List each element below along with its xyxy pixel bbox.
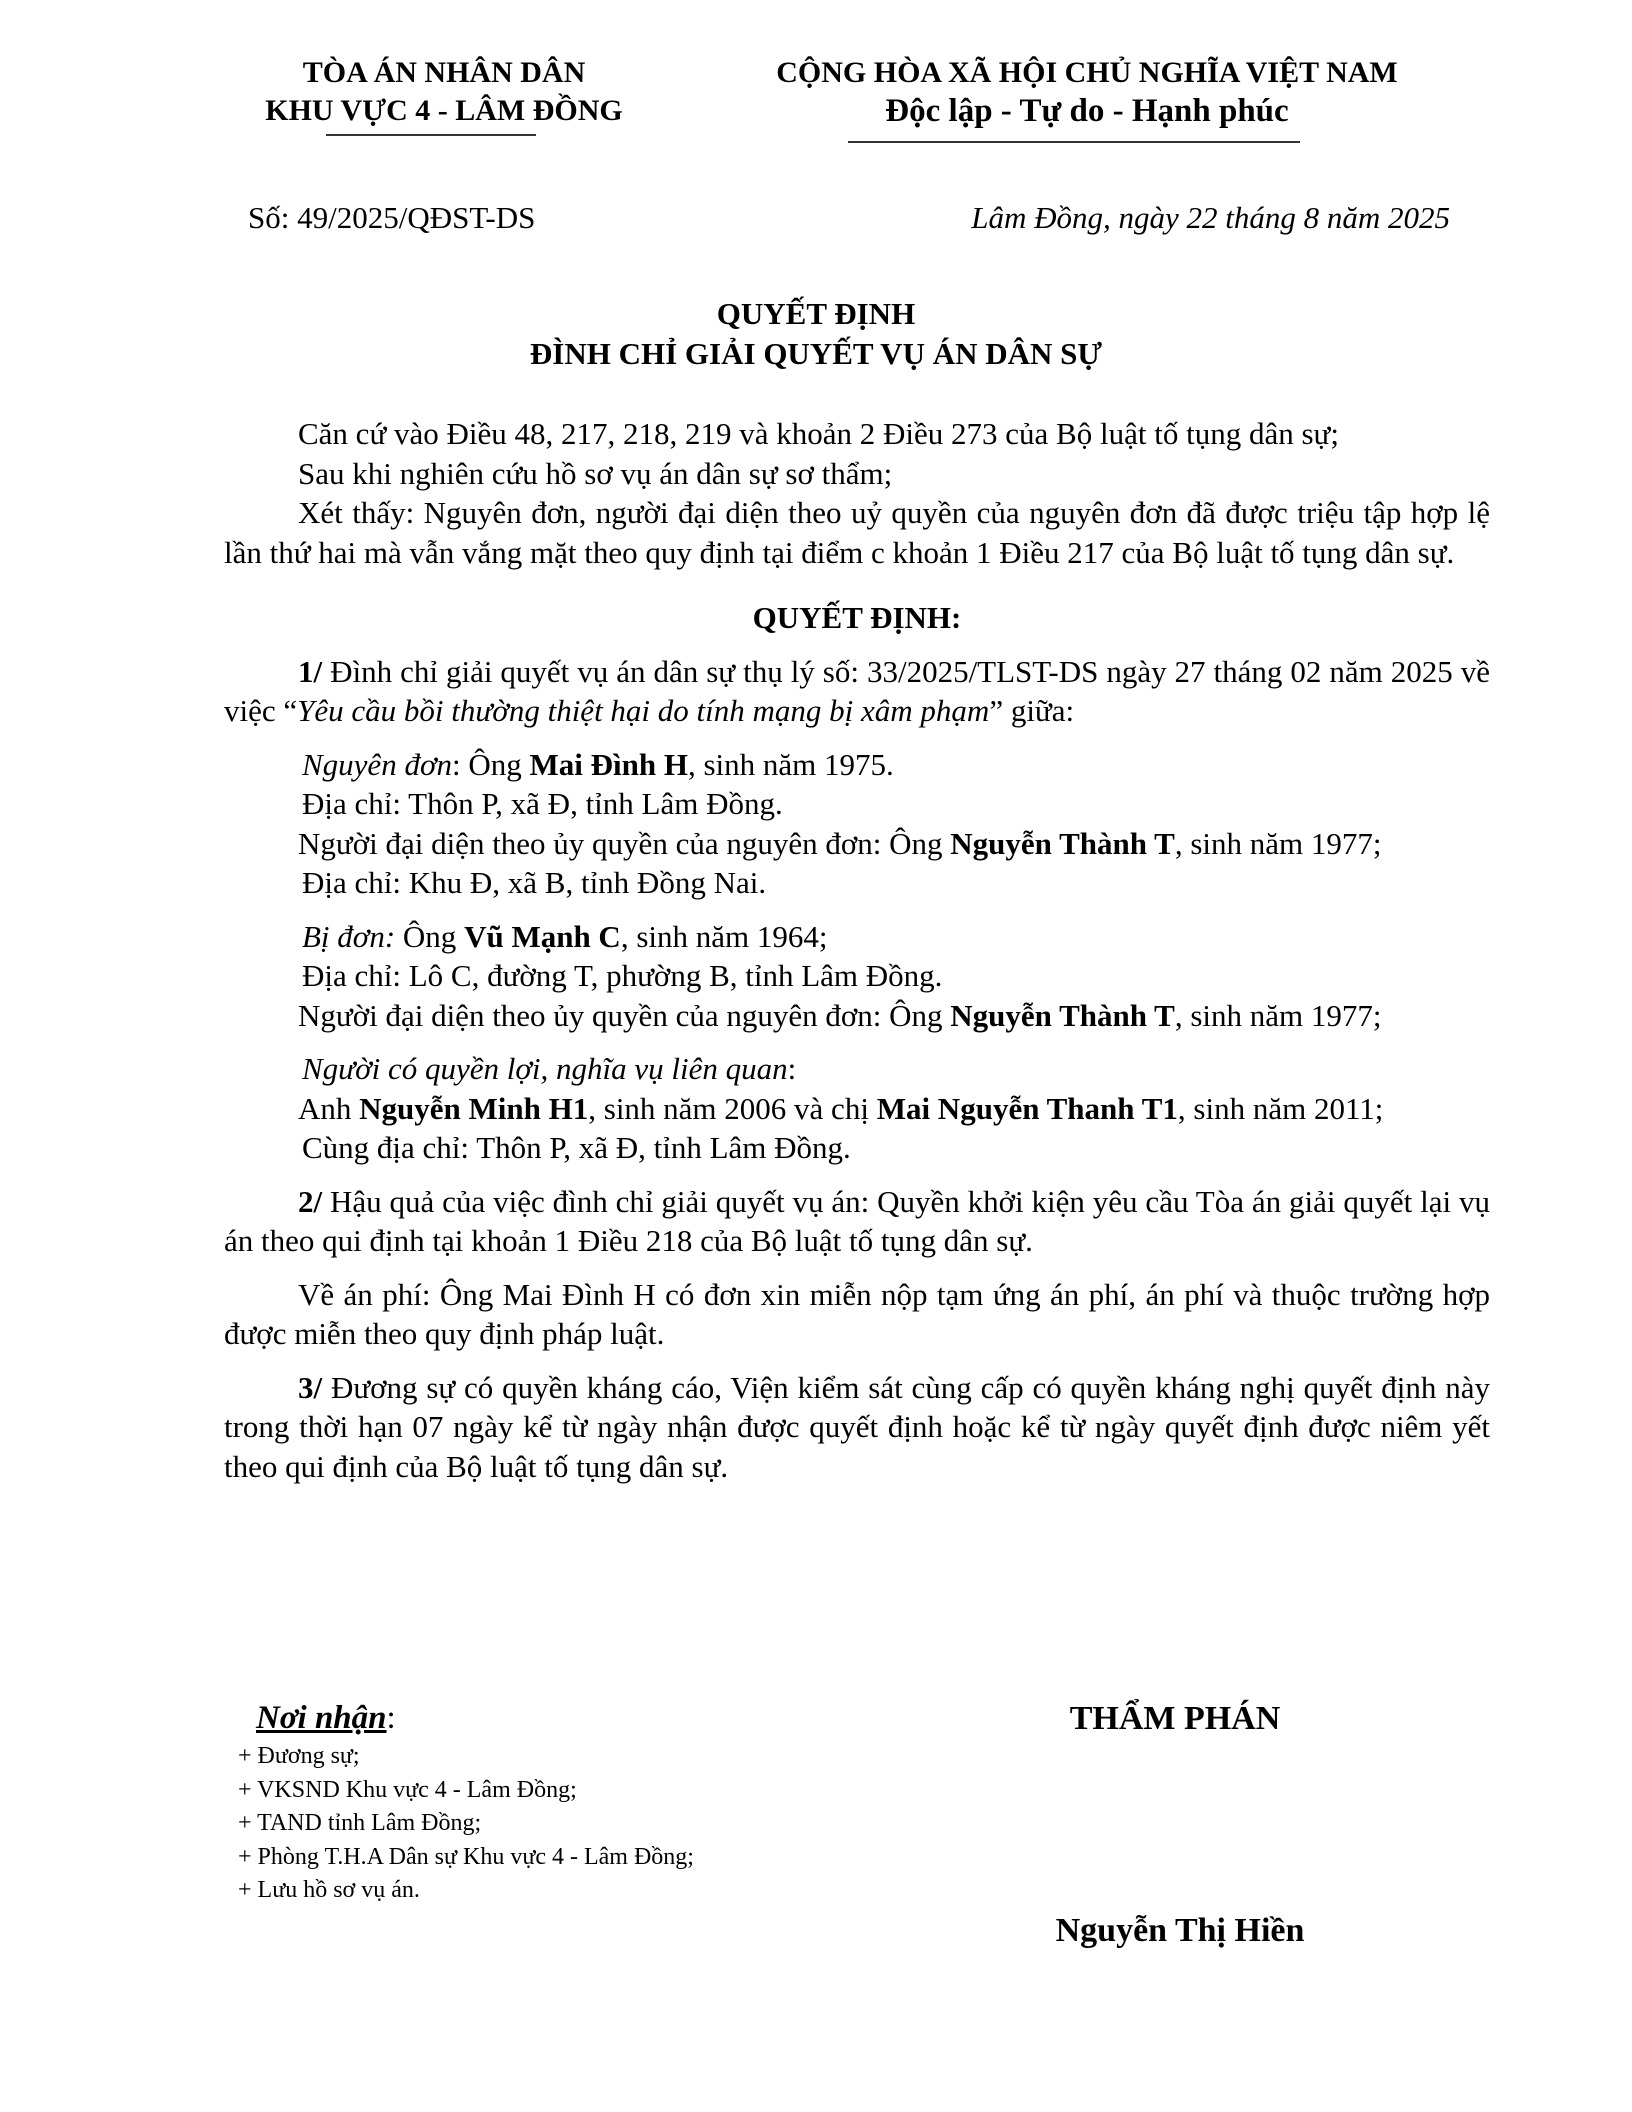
text: , sinh năm 2006 và chị (588, 1090, 877, 1126)
text: Ông (395, 918, 465, 954)
nation-line1: CỘNG HÒA XÃ HỘI CHỦ NGHĨA VIỆT NAM (776, 56, 1398, 89)
court-underline (326, 134, 536, 136)
text: Đương sự có quyền kháng cáo, Viện kiểm sát cùng cấp có quyền kháng nghị quyết định này trong thời hạn 07 ngày kể từ ngày nhận được quyết định hoặc kể từ ngày quyết định được niêm yết theo qui định của Bộ luật tố tụng dân sự. (224, 1369, 1490, 1484)
decision-item-1 (224, 652, 1490, 731)
recipient: + VKSND Khu vực 4 - Lâm Đồng; (238, 1776, 577, 1803)
text: Người đại diện theo ủy quyền của nguyên đơn: Ông (298, 997, 951, 1033)
court-line2: KHU VỰC 4 - LÂM ĐỒNG (265, 94, 623, 127)
plaintiff-address: Địa chỉ: Thôn P, xã Đ, tỉnh Lâm Đồng. (302, 786, 783, 821)
document-body (224, 414, 1490, 1486)
party-name: Nguyễn Minh H1 (359, 1090, 589, 1126)
text: Anh (298, 1090, 360, 1126)
party-name: Vũ Mạnh C (464, 918, 621, 954)
text: : (386, 1700, 396, 1736)
defendant-address: Địa chỉ: Lô C, đường T, phường B, tỉnh Lâm Đồng. (302, 958, 943, 993)
national-motto (737, 54, 1437, 130)
motto-underline (848, 141, 1300, 143)
party-name: Mai Nguyễn Thanh T1 (876, 1090, 1178, 1126)
recipient: + Đương sự; (238, 1743, 360, 1769)
related-address: Cùng địa chỉ: Thôn P, xã Đ, tỉnh Lâm Đồng. (302, 1130, 851, 1165)
plaintiff (224, 745, 1490, 785)
decision-item-2 (224, 1182, 1490, 1261)
text: : (787, 1051, 797, 1086)
document-title (0, 294, 1632, 374)
text: , sinh năm 1975. (687, 746, 894, 782)
decision-heading: QUYẾT ĐỊNH: (752, 600, 962, 635)
label: Người có quyền lợi, nghĩa vụ liên quan (302, 1051, 788, 1086)
party-name: Nguyễn Thành T (950, 997, 1175, 1033)
party-name: Nguyễn Thành T (950, 825, 1175, 861)
recipient: + Phòng T.H.A Dân sự Khu vực 4 - Lâm Đồng; (238, 1843, 694, 1870)
text: , sinh năm 1977; (1174, 997, 1382, 1033)
text: , sinh năm 2011; (1177, 1090, 1384, 1126)
related-parties (224, 1089, 1490, 1129)
plaintiff-rep-address: Địa chỉ: Khu Đ, xã B, tỉnh Đồng Nai. (302, 865, 767, 900)
court-name (244, 54, 644, 130)
preamble-3: Xét thấy: Nguyên đơn, người đại diện theo uỷ quyền của nguyên đơn đã được triệu tập hợp lệ lần thứ hai mà vẫn vắng mặt theo quy định tại điểm c khoản 1 Điều 217 của Bộ luật tố tụng dân sự. (224, 495, 1490, 570)
preamble-2: Sau khi nghiên cứu hồ sơ vụ án dân sự sơ thẩm; (298, 455, 893, 491)
recipient: + Lưu hồ sơ vụ án. (238, 1877, 420, 1903)
place-date: Lâm Đồng, ngày 22 tháng 8 năm 2025 (971, 200, 1450, 235)
recipients-heading (256, 1700, 396, 1737)
recipients-list (238, 1740, 694, 1908)
signer-name: Nguyễn Thị Hiền (1055, 1912, 1305, 1949)
signer-title: THẨM PHÁN (1069, 1700, 1281, 1737)
plaintiff-rep (224, 824, 1490, 864)
label: Nơi nhận (256, 1700, 387, 1736)
text: Đình chỉ giải quyết vụ án dân sự thụ lý số: 33/2025/TLST-DS ngày 27 tháng 02 năm 2025 về việc “ (224, 653, 1490, 728)
text: Người đại diện theo ủy quyền của nguyên đơn: Ông (298, 825, 951, 861)
defendant (224, 917, 1490, 957)
decision-item-3 (224, 1368, 1490, 1487)
title-line1: QUYẾT ĐỊNH (716, 296, 916, 331)
case-subject: Yêu cầu bồi thường thiệt hại do tính mạng bị xâm phạm (297, 693, 990, 728)
recipient: + TAND tỉnh Lâm Đồng; (238, 1810, 482, 1836)
court-fee: Về án phí: Ông Mai Đình H có đơn xin miễn nộp tạm ứng án phí, án phí và thuộc trường hợp được miễn theo quy định pháp luật. (224, 1276, 1490, 1351)
title-line2: ĐÌNH CHỈ GIẢI QUYẾT VỤ ÁN DÂN SỰ (529, 336, 1103, 371)
item-number: 3/ (298, 1369, 323, 1405)
label: Nguyên đơn (302, 746, 452, 782)
text: : Ông (452, 746, 530, 782)
text: , sinh năm 1964; (620, 918, 828, 954)
court-line1: TÒA ÁN NHÂN DÂN (302, 56, 586, 89)
item-number: 1/ (298, 653, 323, 689)
text: ” giữa: (989, 693, 1075, 728)
nation-line2: Độc lập - Tự do - Hạnh phúc (885, 93, 1289, 129)
defendant-rep (224, 996, 1490, 1036)
party-name: Mai Đình H (529, 746, 688, 782)
preamble-1: Căn cứ vào Điều 48, 217, 218, 219 và khoản 2 Điều 273 của Bộ luật tố tụng dân sự; (298, 416, 1339, 451)
text: Hậu quả của việc đình chỉ giải quyết vụ án: Quyền khởi kiện yêu cầu Tòa án giải quyết lại vụ án theo qui định tại khoản 1 Điều 218 của Bộ luật tố tụng dân sự. (224, 1183, 1490, 1258)
related-party-label (224, 1049, 1490, 1089)
document-number: Số: 49/2025/QĐST-DS (248, 200, 536, 235)
item-number: 2/ (298, 1183, 323, 1219)
text: , sinh năm 1977; (1174, 825, 1382, 861)
label: Bị đơn: (302, 918, 396, 954)
